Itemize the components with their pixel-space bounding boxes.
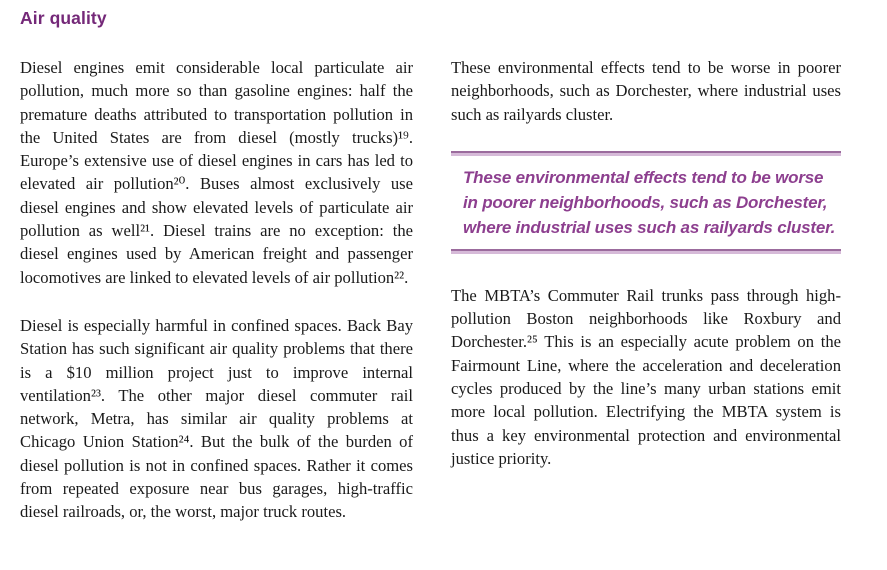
pull-quote-text: These environmental effects tend to be worse in poorer neighborhoods, such as Dorchester, where industrial uses such as railyards cluster. [463, 167, 836, 237]
pull-quote-bottom-rule [451, 249, 841, 254]
left-column [20, 56, 413, 524]
section-heading: Air quality [20, 8, 107, 28]
body-paragraph-diesel-pollution: Diesel engines emit considerable local particulate air pollution, much more so than gasoline engines: half the premature deaths attributed to transportation pollution in the United States are from diesel (mostly trucks)¹⁹. Europe’s extensive use of diesel engines in cars has led to elevated air pollution²⁰. Buses almost exclusively use diesel engines and show elevated levels of particulate air pollution as well²¹. Diesel trains are no exception: the diesel engines used by American freight and passenger locomotives are linked to elevated levels of air pollution²². [20, 58, 413, 287]
pull-quote-block [451, 151, 841, 254]
two-column-layout [20, 56, 841, 524]
body-paragraph-mbta-commuter-rail: The MBTA’s Commuter Rail trunks pass through high-pollution Boston neighborhoods like Roxbury and Dorchester.²⁵ This is an especially acute problem on the Fairmount Line, where the acceleration and deceleration cycles produced by the line’s many urban stations emit more local pollution. Electrifying the MBTA system is thus a key environmental protection and environmental justice priority. [451, 285, 841, 468]
right-column [451, 56, 841, 524]
body-paragraph-confined-spaces: Diesel is especially harmful in confined spaces. Back Bay Station has such significant air quality problems that there is a $10 million project just to improve internal ventilation²³. The other major diesel commuter rail network, Metra, has similar air quality problems at Chicago Union Station²⁴. But the bulk of the burden of diesel pollution is not in confined spaces. Rather it comes from repeated exposure near bus garages, high-traffic diesel railroads, or, the worst, major truck routes. [20, 315, 413, 522]
body-paragraph-environmental-effects: These environmental effects tend to be worse in poorer neighborhoods, such as Dorchester, where industrial uses such as railyards cluster. [451, 58, 841, 124]
